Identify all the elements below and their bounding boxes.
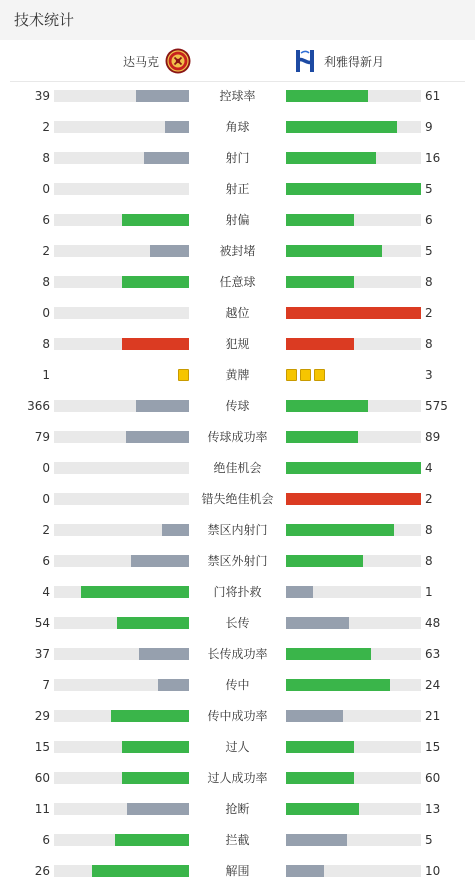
away-bar-fill bbox=[286, 431, 358, 443]
away-value: 5 bbox=[425, 833, 433, 847]
away-bar-track bbox=[286, 772, 421, 784]
away-bar-fill bbox=[286, 710, 343, 722]
home-bar-fill bbox=[122, 338, 190, 350]
home-bar-fill bbox=[117, 617, 189, 629]
stat-label: 犯规 bbox=[225, 337, 250, 351]
home-value: 1 bbox=[42, 368, 50, 382]
home-bar-track bbox=[54, 276, 189, 288]
away-bar-track bbox=[286, 152, 421, 164]
home-bar-track bbox=[54, 741, 189, 753]
home-bar-track bbox=[54, 338, 189, 350]
away-bar-fill bbox=[286, 90, 368, 102]
home-bar-track bbox=[54, 90, 189, 102]
yellow-card-icon bbox=[178, 369, 189, 381]
stat-row bbox=[0, 174, 475, 205]
stat-row bbox=[0, 112, 475, 143]
home-bar-track bbox=[54, 617, 189, 629]
away-value: 60 bbox=[425, 771, 441, 785]
stat-row bbox=[0, 825, 475, 856]
away-bar-fill bbox=[286, 493, 421, 505]
stat-label: 被封堵 bbox=[219, 244, 256, 258]
home-bar-fill bbox=[122, 276, 190, 288]
away-bar-fill bbox=[286, 617, 349, 629]
stat-row bbox=[0, 329, 475, 360]
stat-label: 禁区内射门 bbox=[207, 523, 268, 537]
away-bar-fill bbox=[286, 245, 382, 257]
stat-label: 黄牌 bbox=[225, 368, 250, 382]
section-header bbox=[0, 0, 475, 40]
away-bar-track bbox=[286, 741, 421, 753]
away-bar-fill bbox=[286, 152, 376, 164]
home-value: 39 bbox=[34, 89, 50, 103]
home-bar-track bbox=[54, 152, 189, 164]
stat-label: 控球率 bbox=[219, 89, 256, 103]
home-bar-fill bbox=[115, 834, 189, 846]
away-bar-fill bbox=[286, 214, 354, 226]
away-bar-fill bbox=[286, 803, 359, 815]
away-bar-track bbox=[286, 276, 421, 288]
home-value: 7 bbox=[42, 678, 50, 692]
home-value: 26 bbox=[34, 864, 50, 878]
stat-label: 错失绝佳机会 bbox=[201, 492, 274, 506]
away-bar-fill bbox=[286, 400, 368, 412]
home-team-logo-icon bbox=[165, 48, 191, 74]
home-bar-track bbox=[54, 865, 189, 877]
stat-label: 射正 bbox=[225, 182, 250, 196]
home-value: 11 bbox=[34, 802, 50, 816]
away-value: 5 bbox=[425, 244, 433, 258]
away-value: 575 bbox=[425, 399, 448, 413]
home-value: 79 bbox=[34, 430, 50, 444]
away-bar-track bbox=[286, 555, 421, 567]
stat-row bbox=[0, 81, 475, 112]
yellow-card-icon bbox=[286, 369, 297, 381]
home-bar-track bbox=[54, 555, 189, 567]
stat-label: 解围 bbox=[225, 864, 250, 878]
stat-row bbox=[0, 639, 475, 670]
away-value: 24 bbox=[425, 678, 441, 692]
stat-label: 绝佳机会 bbox=[213, 461, 262, 475]
away-bar-track bbox=[286, 648, 421, 660]
home-value: 0 bbox=[42, 461, 50, 475]
stat-row bbox=[0, 143, 475, 174]
away-bar-track bbox=[286, 524, 421, 536]
away-bar-fill bbox=[286, 586, 313, 598]
away-bar-fill bbox=[286, 183, 421, 195]
home-bar-track bbox=[54, 803, 189, 815]
stat-label: 长传成功率 bbox=[207, 647, 268, 661]
home-cards bbox=[178, 369, 189, 381]
home-value: 8 bbox=[42, 337, 50, 351]
home-bar-track bbox=[54, 834, 189, 846]
away-bar-track bbox=[286, 431, 421, 443]
away-bar-fill bbox=[286, 524, 394, 536]
stat-label: 射偏 bbox=[225, 213, 250, 227]
home-bar-track bbox=[54, 648, 189, 660]
home-value: 0 bbox=[42, 306, 50, 320]
away-value: 16 bbox=[425, 151, 441, 165]
away-bar-fill bbox=[286, 648, 371, 660]
home-bar-fill bbox=[158, 679, 189, 691]
away-bar-track bbox=[286, 307, 421, 319]
stat-row bbox=[0, 236, 475, 267]
stat-row bbox=[0, 608, 475, 639]
away-team[interactable] bbox=[292, 48, 384, 74]
away-bar-track bbox=[286, 462, 421, 474]
home-value: 15 bbox=[34, 740, 50, 754]
stat-row bbox=[0, 453, 475, 484]
stat-label: 传中 bbox=[225, 678, 250, 692]
home-bar-fill bbox=[122, 772, 190, 784]
home-bar-fill bbox=[126, 431, 189, 443]
away-value: 8 bbox=[425, 554, 433, 568]
stat-label: 传球成功率 bbox=[207, 430, 268, 444]
away-bar-fill bbox=[286, 276, 354, 288]
away-bar-track bbox=[286, 493, 421, 505]
away-bar-track bbox=[286, 121, 421, 133]
home-value: 37 bbox=[34, 647, 50, 661]
stat-row bbox=[0, 298, 475, 329]
away-bar-track bbox=[286, 90, 421, 102]
away-bar-fill bbox=[286, 679, 390, 691]
stat-row bbox=[0, 670, 475, 701]
home-bar-fill bbox=[127, 803, 189, 815]
home-bar-fill bbox=[150, 245, 189, 257]
away-value: 15 bbox=[425, 740, 441, 754]
home-team[interactable] bbox=[123, 48, 191, 74]
stat-row bbox=[0, 577, 475, 608]
home-bar-track bbox=[54, 245, 189, 257]
stat-label: 门将扑救 bbox=[213, 585, 262, 599]
home-bar-track bbox=[54, 710, 189, 722]
stat-label: 长传 bbox=[225, 616, 250, 630]
home-value: 29 bbox=[34, 709, 50, 723]
away-bar-track bbox=[286, 803, 421, 815]
home-bar-fill bbox=[144, 152, 189, 164]
away-bar-track bbox=[286, 617, 421, 629]
home-bar-track bbox=[54, 400, 189, 412]
home-team-name: 达马克 bbox=[122, 54, 159, 69]
away-value: 9 bbox=[425, 120, 433, 134]
stat-row bbox=[0, 484, 475, 515]
home-value: 366 bbox=[27, 399, 50, 413]
stat-label: 传球 bbox=[225, 399, 250, 413]
away-bar-fill bbox=[286, 865, 324, 877]
teams-bar bbox=[0, 40, 475, 82]
away-bar-track bbox=[286, 679, 421, 691]
away-team-name: 利雅得新月 bbox=[324, 54, 385, 69]
stat-label: 过人 bbox=[225, 740, 250, 754]
stat-label: 任意球 bbox=[219, 275, 256, 289]
away-bar-track bbox=[286, 183, 421, 195]
stat-label: 抢断 bbox=[225, 802, 250, 816]
home-value: 2 bbox=[42, 244, 50, 258]
home-bar-track bbox=[54, 462, 189, 474]
away-value: 3 bbox=[425, 368, 433, 382]
away-value: 13 bbox=[425, 802, 441, 816]
home-bar-track bbox=[54, 586, 189, 598]
home-bar-track bbox=[54, 214, 189, 226]
away-value: 48 bbox=[425, 616, 441, 630]
home-value: 54 bbox=[34, 616, 50, 630]
away-bar-fill bbox=[286, 772, 354, 784]
stat-label: 传中成功率 bbox=[207, 709, 268, 723]
away-value: 2 bbox=[425, 492, 433, 506]
away-value: 89 bbox=[425, 430, 441, 444]
home-value: 60 bbox=[34, 771, 50, 785]
stat-label: 过人成功率 bbox=[207, 771, 268, 785]
home-bar-fill bbox=[92, 865, 189, 877]
away-value: 6 bbox=[425, 213, 433, 227]
away-team-logo-icon bbox=[292, 48, 318, 74]
away-cards bbox=[286, 369, 325, 381]
home-value: 6 bbox=[42, 833, 50, 847]
home-bar-track bbox=[54, 493, 189, 505]
away-value: 8 bbox=[425, 275, 433, 289]
away-value: 10 bbox=[425, 864, 441, 878]
stat-row bbox=[0, 267, 475, 298]
home-value: 4 bbox=[42, 585, 50, 599]
away-bar-fill bbox=[286, 338, 354, 350]
home-value: 0 bbox=[42, 182, 50, 196]
home-value: 6 bbox=[42, 554, 50, 568]
home-value: 2 bbox=[42, 120, 50, 134]
home-bar-track bbox=[54, 121, 189, 133]
stat-row bbox=[0, 856, 475, 887]
stat-label: 角球 bbox=[225, 120, 250, 134]
away-value: 63 bbox=[425, 647, 441, 661]
home-bar-fill bbox=[165, 121, 189, 133]
stat-row bbox=[0, 732, 475, 763]
home-bar-track bbox=[54, 183, 189, 195]
home-bar-track bbox=[54, 524, 189, 536]
home-value: 6 bbox=[42, 213, 50, 227]
stat-row bbox=[0, 515, 475, 546]
away-value: 61 bbox=[425, 89, 441, 103]
away-bar-track bbox=[286, 865, 421, 877]
home-bar-fill bbox=[111, 710, 189, 722]
home-bar-track bbox=[54, 307, 189, 319]
away-bar-fill bbox=[286, 307, 421, 319]
section-title: 技术统计 bbox=[14, 11, 75, 29]
home-value: 0 bbox=[42, 492, 50, 506]
stats-list bbox=[0, 81, 475, 887]
home-value: 2 bbox=[42, 523, 50, 537]
yellow-card-icon bbox=[300, 369, 311, 381]
away-value: 21 bbox=[425, 709, 441, 723]
away-bar-track bbox=[286, 586, 421, 598]
stat-row bbox=[0, 794, 475, 825]
away-bar-track bbox=[286, 338, 421, 350]
home-bar-fill bbox=[81, 586, 189, 598]
home-bar-fill bbox=[122, 741, 190, 753]
away-bar-fill bbox=[286, 741, 354, 753]
away-bar-track bbox=[286, 834, 421, 846]
away-bar-track bbox=[286, 245, 421, 257]
stat-label: 射门 bbox=[225, 151, 250, 165]
away-value: 4 bbox=[425, 461, 433, 475]
home-bar-fill bbox=[162, 524, 189, 536]
away-bar-fill bbox=[286, 462, 421, 474]
away-bar-track bbox=[286, 710, 421, 722]
stat-label: 越位 bbox=[225, 306, 250, 320]
home-bar-fill bbox=[122, 214, 190, 226]
stat-row bbox=[0, 422, 475, 453]
stat-label: 拦截 bbox=[225, 833, 250, 847]
away-bar-fill bbox=[286, 555, 363, 567]
away-bar-track bbox=[286, 400, 421, 412]
home-bar-track bbox=[54, 431, 189, 443]
home-bar-fill bbox=[131, 555, 189, 567]
stat-row bbox=[0, 391, 475, 422]
home-value: 8 bbox=[42, 151, 50, 165]
stat-row bbox=[0, 701, 475, 732]
home-value: 8 bbox=[42, 275, 50, 289]
away-value: 2 bbox=[425, 306, 433, 320]
away-value: 8 bbox=[425, 523, 433, 537]
home-bar-track bbox=[54, 679, 189, 691]
stat-label: 禁区外射门 bbox=[207, 554, 268, 568]
away-value: 5 bbox=[425, 182, 433, 196]
away-bar-fill bbox=[286, 121, 397, 133]
yellow-card-icon bbox=[314, 369, 325, 381]
home-bar-fill bbox=[136, 400, 189, 412]
stat-row bbox=[0, 763, 475, 794]
home-bar-track bbox=[54, 772, 189, 784]
home-bar-fill bbox=[136, 90, 189, 102]
stat-row bbox=[0, 360, 475, 391]
stat-row bbox=[0, 205, 475, 236]
home-bar-fill bbox=[139, 648, 189, 660]
away-value: 8 bbox=[425, 337, 433, 351]
away-bar-fill bbox=[286, 834, 347, 846]
away-value: 1 bbox=[425, 585, 433, 599]
stat-row bbox=[0, 546, 475, 577]
away-bar-track bbox=[286, 214, 421, 226]
